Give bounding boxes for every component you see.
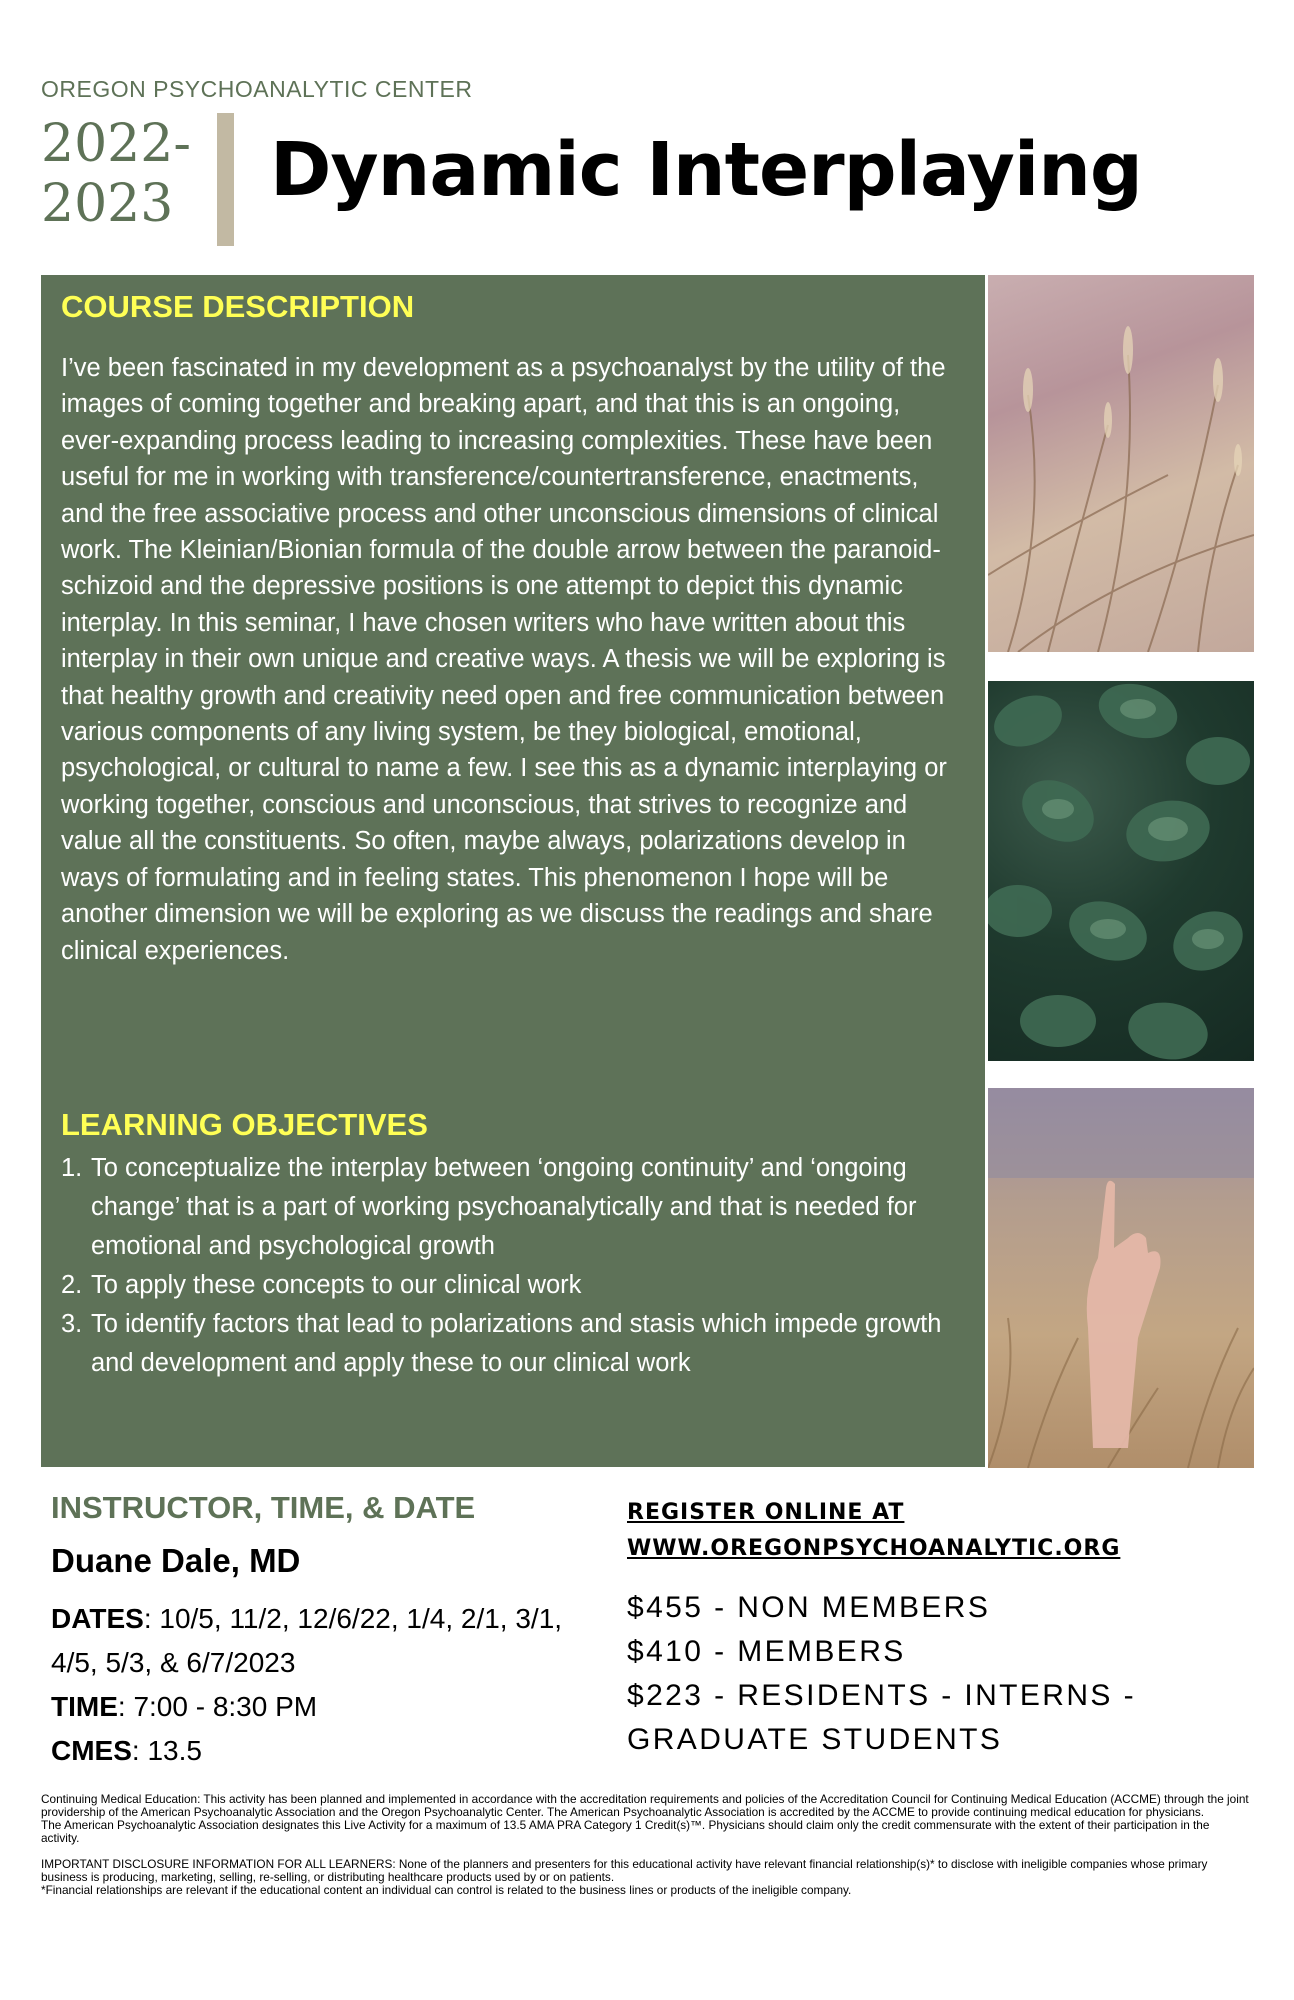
course-panel — [41, 275, 985, 1467]
learning-objectives-list — [61, 1149, 961, 1383]
dates-label: DATES — [51, 1603, 144, 1634]
cmes-value: : 13.5 — [131, 1735, 202, 1766]
dates-value: : 10/5, 11/2, 12/6/22, 1/4, 2/1, 3/1, 4/5, 5/3, & 6/7/2023 — [51, 1603, 563, 1678]
cme-statement: Continuing Medical Education: This activity has been planned and implemented in accordance with the accreditation requirements and policies of the Accreditation Council for Continuing Medical Education (ACCME) through the joint providership of the American Psychoanalytic Association and the Oregon Psychoanalytic Center. The American Psychoanalytic Association is accredited by the ACCME to provide continuing medical education for physicians. — [41, 1792, 1249, 1819]
time-label: TIME — [51, 1691, 118, 1722]
cmes-label: CMES — [51, 1735, 132, 1766]
pricing-list — [627, 1586, 1227, 1762]
price-non-members: $455 - NON MEMBERS — [627, 1591, 991, 1624]
hand-illustration — [988, 1088, 1254, 1468]
time-line — [51, 1685, 571, 1729]
register-url[interactable]: WWW.OREGONPSYCHOANALYTIC.ORG — [627, 1536, 1121, 1561]
instructor-heading: INSTRUCTOR, TIME, & DATE — [51, 1490, 476, 1525]
list-item-text: To conceptualize the interplay between ‘ongoing continuity’ and ‘ongoing change’ that is a part of working psychoanalytically and that is needed for emotional and psychological growth — [91, 1154, 917, 1260]
schedule-details — [51, 1597, 571, 1773]
time-value: : 7:00 - 8:30 PM — [117, 1691, 318, 1722]
list-item-text: To identify factors that lead to polarizations and stasis which impede growth and development and apply these to our clinical work — [91, 1310, 942, 1377]
cmes-line — [51, 1729, 571, 1773]
organization-name: OREGON PSYCHOANALYTIC CENTER — [41, 76, 473, 102]
list-item — [61, 1149, 961, 1266]
hand-in-field-photo — [988, 1088, 1254, 1468]
financial-relationship-note: *Financial relationships are relevant if the educational content an individual can control is related to the business lines or products of the ineligible company. — [41, 1883, 852, 1897]
list-item-number: 3. — [61, 1310, 83, 1338]
grass-illustration — [988, 275, 1254, 652]
dates-line — [51, 1597, 571, 1685]
year-line-1: 2022- — [41, 114, 191, 174]
disclosure-statement: IMPORTANT DISCLOSURE INFORMATION FOR ALL LEARNERS: None of the planners and presenters for this educational activity have relevant financial relationship(s)* to disclose with ineligible companies whose primary business is producing, marketing, selling, re-selling, or distributing healthcare products used by or on patients. — [41, 1857, 1208, 1884]
year-range — [41, 114, 191, 234]
price-residents: $223 - RESIDENTS - INTERNS - GRADUATE STUDENTS — [627, 1679, 1136, 1756]
grass-photo — [988, 275, 1254, 652]
register-link[interactable] — [627, 1495, 1120, 1567]
list-item-number: 2. — [61, 1271, 83, 1299]
page-title: Dynamic Interplaying — [270, 127, 1142, 213]
leaves-photo — [988, 681, 1254, 1061]
learning-objectives-heading: LEARNING OBJECTIVES — [61, 1107, 428, 1142]
title-divider — [217, 113, 234, 246]
course-description-heading: COURSE DESCRIPTION — [61, 289, 415, 324]
year-line-2: 2023 — [41, 174, 174, 234]
course-description-text: I’ve been fascinated in my development as a psychoanalyst by the utility of the images of coming together and breaking apart, and that this is an ongoing, ever-expanding process leading to increasing complexities. These have been useful for me in working with transference/countertransference, enactments, and the free associative process and other unconscious dimensions of clinical work. The Kleinian/Bionian formula of the double arrow between the paranoid-schizoid and the depressive positions is one attempt to depict this dynamic interplay. In this seminar, I have chosen writers who have written about this interplay in their own unique and creative ways. A thesis we will be exploring is that healthy growth and creativity need open and free communication between various components of any living system, be they biological, emotional, psychological, or cultural to name a few. I see this as a dynamic interplaying or working together, conscious and unconscious, that strives to recognize and value all the constituents. So often, maybe always, polarizations develop in ways of formulating and in feeling states. This phenomenon I hope will be another dimension we will be exploring as we discuss the readings and share clinical experiences. — [61, 354, 947, 965]
disclosure-text — [41, 1793, 1251, 1897]
register-line-1[interactable]: REGISTER ONLINE AT — [627, 1500, 905, 1525]
list-item — [61, 1305, 961, 1383]
list-item-text: To apply these concepts to our clinical work — [91, 1271, 582, 1299]
list-item — [61, 1266, 961, 1305]
credit-designation: The American Psychoanalytic Association designates this Live Activity for a maximum of 13.5 AMA PRA Category 1 Credit(s)™. Physicians should claim only the credit commensurate with the extent of their participation in the activity. — [41, 1818, 1210, 1845]
list-item-number: 1. — [61, 1154, 83, 1182]
leaves-illustration — [988, 681, 1254, 1061]
instructor-name: Duane Dale, MD — [51, 1542, 301, 1579]
price-members: $410 - MEMBERS — [627, 1635, 906, 1668]
